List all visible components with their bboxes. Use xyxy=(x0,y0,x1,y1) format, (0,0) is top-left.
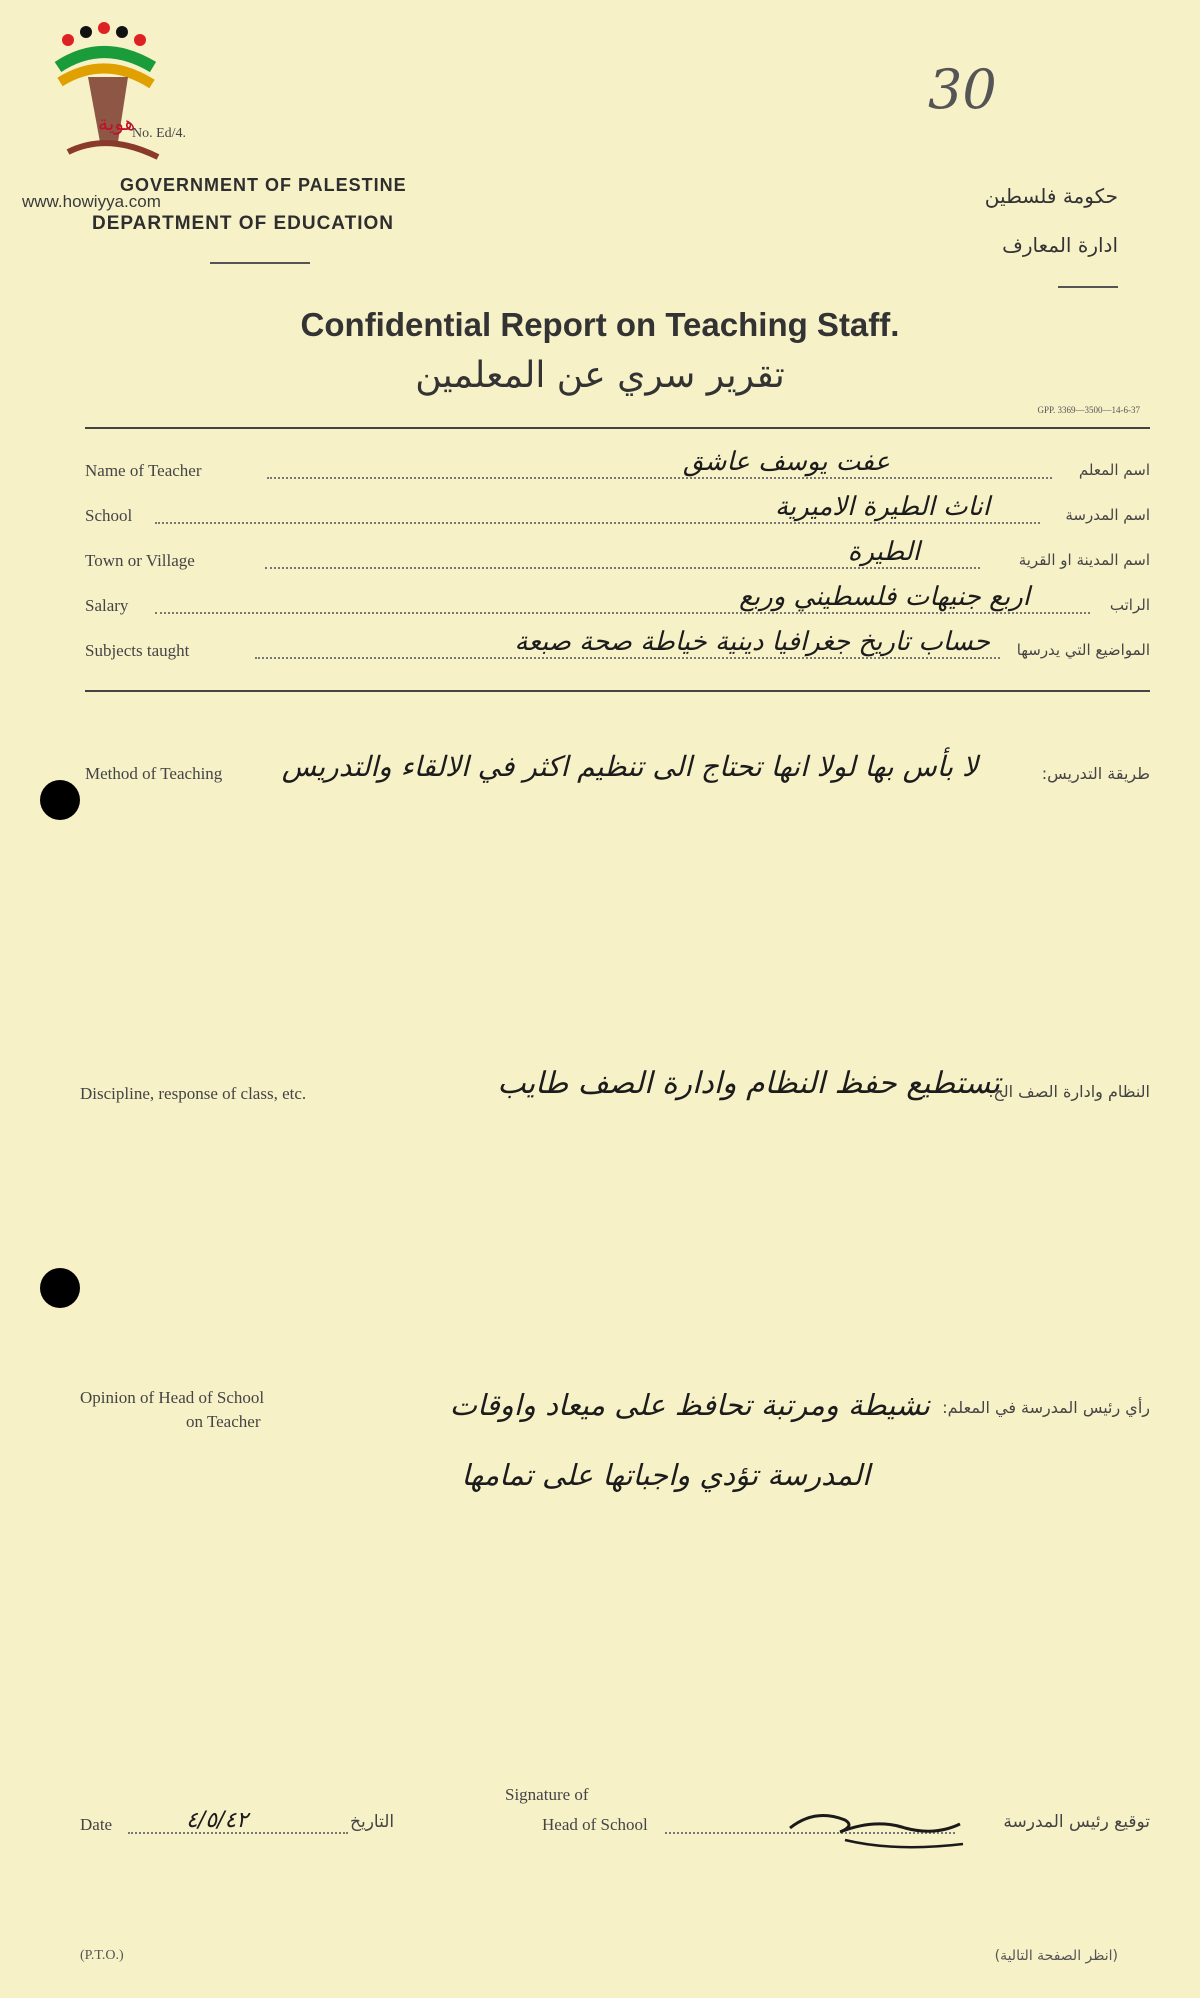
field-value: الطيرة xyxy=(847,537,920,567)
punch-hole xyxy=(40,780,80,820)
field-label: Salary xyxy=(85,596,129,615)
report-title: Confidential Report on Teaching Staff. xyxy=(300,306,900,343)
discipline-label: Discipline, response of class, etc. xyxy=(80,1084,307,1103)
opinion-label-2: on Teacher xyxy=(186,1412,261,1431)
field-value: اناث الطيرة الاميرية xyxy=(774,492,990,522)
dotted-line xyxy=(155,522,1040,524)
field-row-town xyxy=(85,537,1150,585)
date-label: Date xyxy=(80,1815,113,1834)
dotted-line xyxy=(267,477,1052,479)
fields-bottom-rule xyxy=(85,690,1150,692)
dotted-line xyxy=(255,657,1000,659)
signature-label-ar: توقيع رئيس المدرسة xyxy=(1003,1812,1150,1832)
howiyya-logo-icon xyxy=(48,22,178,172)
report-title-ar: تقرير سري عن المعلمين xyxy=(415,355,785,396)
signature-label-2: Head of School xyxy=(542,1815,648,1834)
field-value: عفت يوسف عاشق xyxy=(683,447,890,477)
opinion-value-line2: المدرسة تؤدي واجباتها على تمامها xyxy=(461,1458,870,1492)
field-label: Town or Village xyxy=(85,551,195,570)
fields-top-rule xyxy=(85,427,1150,429)
dotted-line xyxy=(155,612,1090,614)
field-row-school xyxy=(85,492,1150,540)
signature-label: Signature of xyxy=(505,1785,589,1804)
opinion-value-line1: نشيطة ومرتبة تحافظ على ميعاد واوقات xyxy=(449,1388,930,1422)
field-label: School xyxy=(85,506,133,525)
field-label: Subjects taught xyxy=(85,641,190,660)
opinion-label-ar: رأي رئيس المدرسة في المعلم: xyxy=(942,1398,1150,1417)
form-number: No. Ed/4. xyxy=(132,126,187,141)
field-row-subjects xyxy=(85,627,1150,675)
page-number: 30 xyxy=(928,58,997,121)
watermark-url: www.howiyya.com xyxy=(22,192,161,211)
field-row-salary xyxy=(85,582,1150,630)
discipline-value: تستطيع حفظ النظام وادارة الصف طايب xyxy=(497,1066,1000,1101)
header-divider xyxy=(210,262,310,264)
dotted-line xyxy=(265,567,980,569)
print-code: GPP. 3369—3500—14-6-37 xyxy=(1037,405,1140,415)
date-value: ٤/٥/٤٢ xyxy=(186,1808,249,1833)
method-label: Method of Teaching xyxy=(85,764,223,783)
field-value: اربع جنيهات فلسطيني وربع xyxy=(739,582,1030,612)
header-divider-ar xyxy=(1058,286,1118,288)
government-header-ar: حكومة فلسطين xyxy=(984,184,1118,208)
signature-scribble-icon xyxy=(785,1798,965,1858)
pto-label-ar: (انظر الصفحة التالية) xyxy=(994,1948,1118,1964)
opinion-label: Opinion of Head of School xyxy=(80,1388,265,1407)
method-value: لا بأس بها لولا انها تحتاج الى تنظيم اكثر في الالقاء والتدريس xyxy=(281,750,978,783)
logo-text: هوية xyxy=(98,111,136,135)
field-label: Name of Teacher xyxy=(85,461,202,480)
department-header: DEPARTMENT OF EDUCATION xyxy=(92,213,395,234)
field-label-ar: المواضيع التي يدرسها xyxy=(1016,641,1150,659)
field-label-ar: الراتب xyxy=(1109,596,1150,614)
department-header-ar: ادارة المعارف xyxy=(1002,233,1118,257)
date-label-ar: التاريخ xyxy=(350,1812,395,1832)
field-label-ar: اسم المعلم xyxy=(1078,461,1150,479)
field-label-ar: اسم المدينة او القرية xyxy=(1018,551,1150,569)
field-value: حساب تاريخ جغرافيا دينية خياطة صحة صبعة xyxy=(514,627,990,657)
punch-hole xyxy=(40,1268,80,1308)
government-header: GOVERNMENT OF PALESTINE xyxy=(120,175,407,195)
pto-label: (P.T.O.) xyxy=(80,1948,124,1963)
field-label-ar: اسم المدرسة xyxy=(1065,506,1150,524)
method-label-ar: طريقة التدريس: xyxy=(1041,764,1150,783)
discipline-label-ar: النظام وادارة الصف الخ. xyxy=(988,1082,1150,1101)
field-row-teacher xyxy=(85,447,1150,495)
